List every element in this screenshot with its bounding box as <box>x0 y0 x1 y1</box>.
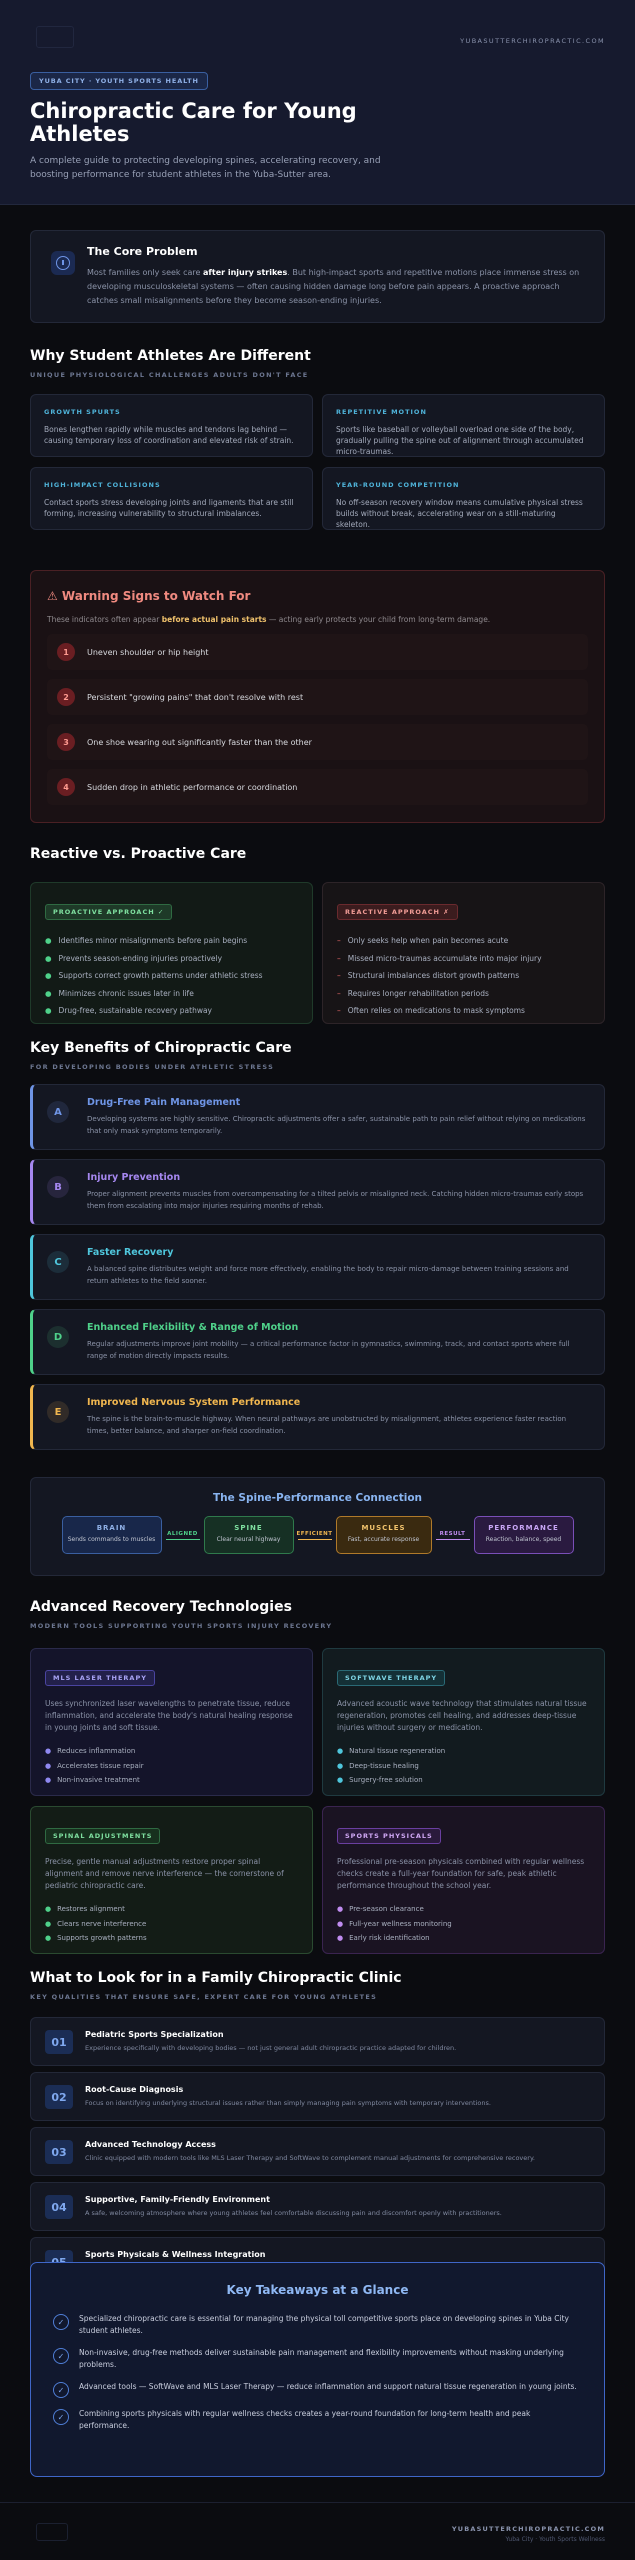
warning-item: 1 Uneven shoulder or hip height <box>47 634 588 670</box>
technologies-kicker: MODERN TOOLS SUPPORTING YOUTH SPORTS INJURY RECOVERY <box>30 1622 333 1630</box>
spine-connection-card <box>30 1477 605 1576</box>
family-item: Sports Physicals & Wellness Integration <box>30 2237 605 2286</box>
technologies-title: Advanced Recovery Technologies <box>30 1599 292 1615</box>
proactive-tag: PROACTIVE APPROACH ✓ <box>45 904 172 920</box>
page-subtitle: A complete guide to protecting developing spines, accelerating recovery, and boosting performance for student athletes in the Yuba-Sutter area. <box>30 156 381 180</box>
proactive-card: PROACTIVE APPROACH ✓ ● Identifies minor misalignments before pain begins ● Prevents season-ending injuries proactively ● Supports correct growth patterns under athletic stress ● Minimizes chronic issues later in life ● Drug-free, sustainable recovery pathway <box>30 882 313 1024</box>
why-card: GROWTH SPURTS Bones lengthen rapidly while muscles and tendons lag behind — causing temporary loss of coordination and elevated risk of strain. <box>30 394 313 457</box>
family-item: 02 Root-Cause Diagnosis Focus on identifying underlying structural issues rather than simply managing pain symptoms with temporary interventions. <box>30 2072 605 2121</box>
page-title: Chiropractic Care for Young Athletes <box>30 99 357 146</box>
check-icon: ✓ <box>53 2314 69 2330</box>
hero-header <box>0 0 635 205</box>
approach-grid <box>30 882 605 1024</box>
footer-logo <box>36 2523 68 2541</box>
tech-card-laser: MLS LASER THERAPY Uses synchronized laser wavelengths to penetrate tissue, reduce inflammation, and accelerate the body's natural healing response in young joints and soft tissue. ● Reduces inflammation ● Accelerates tissue repair ● Non-invasive treatment <box>30 1648 313 1796</box>
takeaway-item: ✓ Combining sports physicals with regular wellness checks creates a year-round foundation for long-term health and peak performance. <box>53 2408 582 2432</box>
why-section <box>30 348 605 530</box>
info-icon <box>51 251 75 275</box>
takeaway-item: ✓ Specialized chiropractic care is essential for managing the physical toll competitive sports place on developing spines in Yuba City student athletes. <box>53 2313 582 2337</box>
site-url[interactable]: YUBASUTTERCHIROPRACTIC.COM <box>460 37 605 45</box>
reactive-section <box>30 846 605 1024</box>
core-problem-card <box>30 230 605 323</box>
family-list <box>30 2017 605 2286</box>
flow-node-performance: PERFORMANCE Reaction, balance, speed <box>474 1516 574 1554</box>
tech-card-physicals: SPORTS PHYSICALS Professional pre-season physicals combined with regular wellness checks create a full-year foundation for safe, peak athletic performance throughout the school year. ● Pre-season clearance ● Full-year wellness monitoring ● Early risk identification <box>322 1806 605 1954</box>
logo <box>36 26 74 48</box>
takeaway-item: ✓ Non-invasive, drug-free methods deliver sustainable pain management and flexibility improvements without masking underlying problems. <box>53 2347 582 2371</box>
family-item: 01 Pediatric Sports Specialization Experience specifically with developing bodies — not just general adult chiropractic practice adapted for children. <box>30 2017 605 2066</box>
spine-flow <box>31 1516 604 1554</box>
why-card: REPETITIVE MOTION Sports like baseball or volleyball overload one side of the body, gradually pulling the spine out of alignment through accumulated micro-traumas. <box>322 394 605 457</box>
flow-node-spine: SPINE Clear neural highway <box>204 1516 294 1554</box>
benefit-item: E Improved Nervous System Performance The spine is the brain-to-muscle highway. When neural pathways are unobstructed by misalignment, athletes experience faster reaction times, better balance, and sharper on-field coordination. <box>30 1384 605 1450</box>
family-item: 04 Supportive, Family-Friendly Environment A safe, welcoming atmosphere where young athletes feel comfortable discussing pain and discomfort openly with practitioners. <box>30 2182 605 2231</box>
why-grid <box>30 394 605 530</box>
flow-node-brain: BRAIN Sends commands to muscles <box>62 1516 162 1554</box>
warning-title: ⚠ Warning Signs to Watch For <box>47 589 251 603</box>
warning-item: 3 One shoe wearing out significantly faster than the other <box>47 724 588 760</box>
warning-item: 4 Sudden drop in athletic performance or coordination <box>47 769 588 805</box>
reactive-tag: REACTIVE APPROACH ✗ <box>337 904 458 920</box>
reactive-card: REACTIVE APPROACH ✗ – Only seeks help when pain becomes acute – Missed micro-traumas accumulate into major injury – Structural imbalances distort growth patterns – Requires longer rehabilitation periods – Often relies on medications to mask symptoms <box>322 882 605 1024</box>
family-section <box>30 1970 605 2292</box>
takeaways-card <box>30 2262 605 2477</box>
takeaway-item: ✓ Advanced tools — SoftWave and MLS Laser Therapy — reduce inflammation and support natural tissue regeneration in young joints. <box>53 2381 582 2398</box>
check-icon: ✓ <box>53 2348 69 2364</box>
family-kicker: KEY QUALITIES THAT ENSURE SAFE, EXPERT CARE FOR YOUNG ATHLETES <box>30 1993 378 2001</box>
benefits-title: Key Benefits of Chiropractic Care <box>30 1040 292 1056</box>
warning-subtitle: These indicators often appear before actual pain starts — acting early protects your child from long-term damage. <box>47 615 491 624</box>
spine-connection-title: The Spine-Performance Connection <box>212 1492 423 1504</box>
check-icon: ✓ <box>53 2409 69 2425</box>
category-pill: YUBA CITY · YOUTH SPORTS HEALTH <box>30 72 208 90</box>
check-icon: ✓ <box>53 2382 69 2398</box>
benefits-list <box>30 1084 605 1450</box>
benefits-section <box>30 1040 605 1459</box>
benefit-item: C Faster Recovery A balanced spine distributes weight and force more effectively, enabling the body to repair micro-damage between training sessions and return athletes to the field sooner. <box>30 1234 605 1300</box>
tech-card-softwave: SOFTWAVE THERAPY Advanced acoustic wave technology that stimulates natural tissue regeneration, promotes cell healing, and addresses deep-tissue injuries without surgery or medication. ● Natural tissue regeneration ● Deep-tissue healing ● Surgery-free solution <box>322 1648 605 1796</box>
core-problem-title: The Core Problem <box>87 245 198 258</box>
footer <box>0 2502 635 2560</box>
reactive-title: Reactive vs. Proactive Care <box>30 846 247 862</box>
flow-connector: ALIGNED <box>162 1531 204 1540</box>
benefit-item: D Enhanced Flexibility & Range of Motion Regular adjustments improve joint mobility — a critical performance factor in gymnastics, swimming, track, and contact sports where full range of motion directly impacts results. <box>30 1309 605 1375</box>
why-kicker: UNIQUE PHYSIOLOGICAL CHALLENGES ADULTS DON'T FACE <box>30 371 309 379</box>
warning-item: 2 Persistent "growing pains" that don't resolve with rest <box>47 679 588 715</box>
core-problem-text: Most families only seek care after injury strikes. But high-impact sports and repetitive motions place immense stress on developing musculoskeletal systems — often causing hidden damage long before pain appears. A proactive approach catches small misalignments before they become season-ending injuries. <box>87 268 580 305</box>
why-title: Why Student Athletes Are Different <box>30 348 311 364</box>
takeaways-title: Key Takeaways at a Glance <box>226 2283 409 2297</box>
why-card: YEAR-ROUND COMPETITION No off-season recovery window means cumulative physical stress builds without break, accelerating wear on a still-maturing skeleton. <box>322 467 605 530</box>
footer-subtitle: Yuba City · Youth Sports Wellness <box>505 2536 605 2543</box>
why-card: HIGH-IMPACT COLLISIONS Contact sports stress developing joints and ligaments that are still forming, increasing vulnerability to structural imbalances. <box>30 467 313 530</box>
benefit-item: A Drug-Free Pain Management Developing systems are highly sensitive. Chiropractic adjustments offer a safer, sustainable path to pain relief without relying on medications that only mask symptoms temporarily. <box>30 1084 605 1150</box>
flow-connector: EFFICIENT <box>294 1531 336 1540</box>
tech-card-spinal: SPINAL ADJUSTMENTS Precise, gentle manual adjustments restore proper spinal alignment and remove nerve interference — the cornerstone of pediatric chiropractic care. ● Restores alignment ● Clears nerve interference ● Supports growth patterns <box>30 1806 313 1954</box>
technologies-section <box>30 1599 605 1954</box>
footer-url[interactable]: YUBASUTTERCHIROPRACTIC.COM <box>451 2525 605 2533</box>
warning-signs-card <box>30 570 605 823</box>
flow-node-muscles: MUSCLES Fast, accurate response <box>336 1516 432 1554</box>
benefits-kicker: FOR DEVELOPING BODIES UNDER ATHLETIC STRESS <box>30 1063 275 1071</box>
flow-connector: RESULT <box>432 1531 474 1540</box>
technologies-grid <box>30 1648 605 1954</box>
benefit-item: B Injury Prevention Proper alignment prevents muscles from overcompensating for a tilted pelvis or misaligned neck. Catching hidden micro-traumas early stops them from escalating into major injuries requiring months of rehab. <box>30 1159 605 1225</box>
family-title: What to Look for in a Family Chiropractic Clinic <box>30 1970 402 1986</box>
family-item: 03 Advanced Technology Access Clinic equipped with modern tools like MLS Laser Therapy and SoftWave to complement manual adjustments for comprehensive recovery. <box>30 2127 605 2176</box>
